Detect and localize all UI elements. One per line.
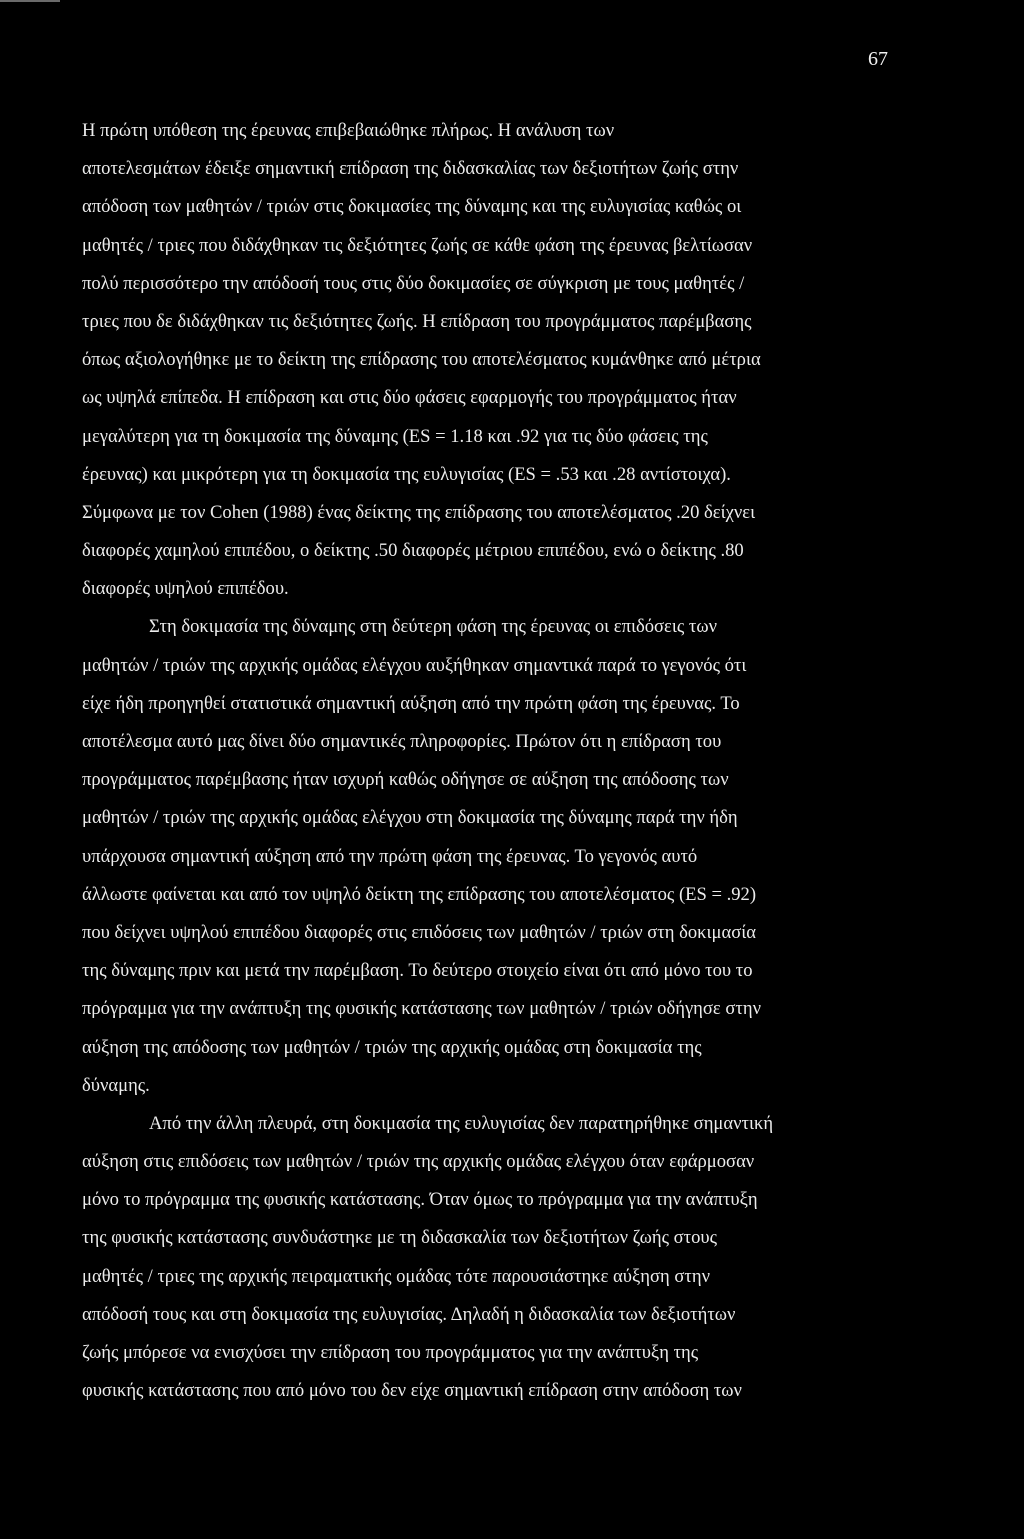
text-line: διαφορές υψηλού επιπέδου.: [82, 578, 289, 600]
text-line: αύξηση στις επιδόσεις των μαθητών / τριών της αρχικής ομάδας ελέγχου όταν εφάρμοσαν: [82, 1151, 755, 1173]
text-line: πολύ περισσότερο την απόδοσή τους στις δύο δοκιμασίες σε σύγκριση με τους μαθητές /: [82, 272, 745, 294]
text-line: μαθητές / τριες της αρχικής πειραματικής ομάδας τότε παρουσιάστηκε αύξηση στην: [82, 1265, 711, 1287]
text-line: προγράμματος παρέμβασης ήταν ισχυρή καθώς οδήγησε σε αύξηση της απόδοσης των: [82, 769, 729, 791]
text-line: έρευνας) και μικρότερη για τη δοκιμασία της ευλυγισίας (ES = .53 και .28 αντίστοιχα).: [82, 463, 731, 485]
text-line: αποτέλεσμα αυτό μας δίνει δύο σημαντικές πληροφορίες. Πρώτον ότι η επίδραση του: [82, 731, 722, 752]
text-line: είχε ήδη προηγηθεί στατιστικά σημαντική αύξηση από την πρώτη φάση της έρευνας. Το: [82, 692, 740, 714]
page-number: 67: [868, 48, 888, 70]
text-line: Από την άλλη πλευρά, στη δοκιμασία της ευλυγισίας δεν παρατηρήθηκε σημαντική: [149, 1112, 774, 1134]
text-line: δύναμης.: [82, 1074, 150, 1096]
text-line: ζωής μπόρεσε να ενισχύσει την επίδραση του προγράμματος για την ανάπτυξη της: [82, 1342, 699, 1363]
text-line: Σύμφωνα με τον Cohen (1988) ένας δείκτης της επίδρασης του αποτελέσματος .20 δείχνει: [82, 501, 756, 523]
text-line: της φυσικής κατάστασης συνδυάστηκε με τη διδασκαλία των δεξιοτήτων ζωής στους: [82, 1227, 717, 1249]
paragraph-2: [82, 608, 894, 1104]
text-line: πρόγραμμα για την ανάπτυξη της φυσικής κατάστασης των μαθητών / τριών οδήγησε στην: [82, 998, 761, 1020]
paragraph-3: [82, 1105, 894, 1411]
text-line: άλλωστε φαίνεται και από τον υψηλό δείκτη της επίδρασης του αποτελέσματος (ES = .92): [82, 883, 757, 905]
text-line: υπάρχουσα σημαντική αύξηση από την πρώτη φάση της έρευνας. Το γεγονός αυτό: [82, 845, 698, 867]
text-line: μαθητές / τριες που διδάχθηκαν τις δεξιότητες ζωής σε κάθε φάση της έρευνας βελτίωσαν: [82, 234, 753, 256]
text-line: Η πρώτη υπόθεση της έρευνας επιβεβαιώθηκε πλήρως. Η ανάλυση των: [82, 120, 615, 141]
text-line: μαθητών / τριών της αρχικής ομάδας ελέγχου στη δοκιμασία της δύναμης παρά την ήδη: [82, 807, 738, 829]
text-line: της δύναμης πριν και μετά την παρέμβαση. Το δεύτερο στοιχείο είναι ότι από μόνο του το: [82, 960, 753, 982]
text-line: όπως αξιολογήθηκε με το δείκτη της επίδρασης του αποτελέσματος κυμάνθηκε από μέτρια: [82, 349, 761, 371]
text-line: Στη δοκιμασία της δύναμης στη δεύτερη φάση της έρευνας οι επιδόσεις των: [149, 616, 717, 638]
text-line: απόδοση των μαθητών / τριών στις δοκιμασίες της δύναμης και της ευλυγισίας καθώς οι: [82, 196, 742, 218]
text-line: απόδοσή τους και στη δοκιμασία της ευλυγισίας. Δηλαδή η διδασκαλία των δεξιοτήτων: [82, 1303, 736, 1325]
scan-top-mark: [0, 0, 60, 2]
text-line: μόνο το πρόγραμμα της φυσικής κατάστασης. Όταν όμως το πρόγραμμα για την ανάπτυξη: [82, 1189, 758, 1211]
text-line: μεγαλύτερη για τη δοκιμασία της δύναμης (ES = 1.18 και .92 για τις δύο φάσεις της: [82, 425, 708, 447]
text-line: διαφορές χαμηλού επιπέδου, ο δείκτης .50 διαφορές μέτριου επιπέδου, ενώ ο δείκτης .80: [82, 540, 744, 562]
text-line: φυσικής κατάστασης που από μόνο του δεν είχε σημαντική επίδραση στην απόδοση των: [82, 1380, 742, 1402]
text-line: αύξηση της απόδοσης των μαθητών / τριών της αρχικής ομάδας στη δοκιμασία της: [82, 1036, 702, 1058]
text-line: αποτελεσμάτων έδειξε σημαντική επίδραση της διδασκαλίας των δεξιοτήτων ζωής στην: [82, 158, 739, 180]
body-text: [82, 112, 894, 1410]
text-line: μαθητών / τριών της αρχικής ομάδας ελέγχου αυξήθηκαν σημαντικά παρά το γεγονός ότι: [82, 654, 747, 676]
text-line: που δείχνει υψηλού επιπέδου διαφορές στις επιδόσεις των μαθητών / τριών στη δοκιμασία: [82, 921, 757, 943]
text-line: τριες που δε διδάχθηκαν τις δεξιότητες ζωής. Η επίδραση του προγράμματος παρέμβασης: [82, 310, 752, 332]
paragraph-1: [82, 112, 894, 608]
text-line: ως υψηλά επίπεδα. Η επίδραση και στις δύο φάσεις εφαρμογής του προγράμματος ήταν: [82, 387, 737, 409]
